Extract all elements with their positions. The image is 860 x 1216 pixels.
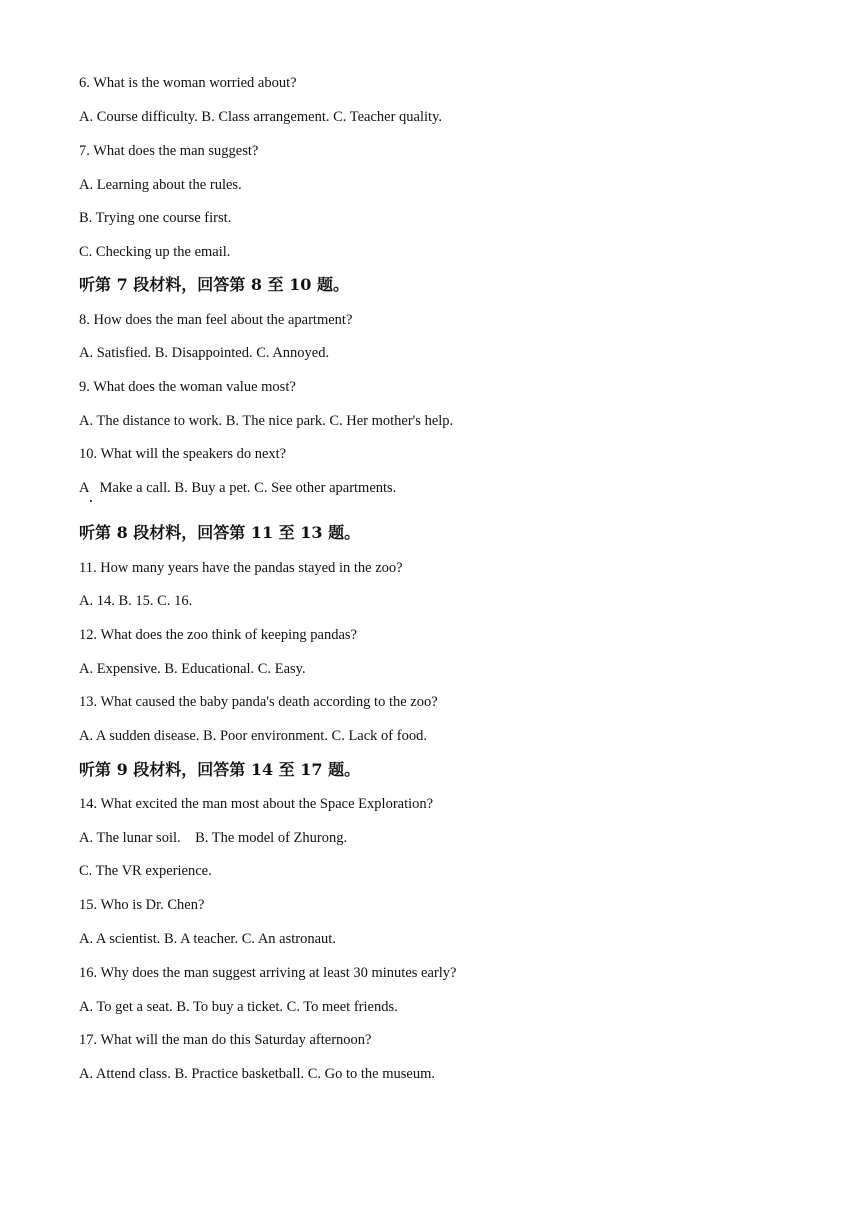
question-12: 12. What does the zoo think of keeping pandas? [79,627,357,643]
question-7-option-a: A. Learning about the rules. [79,177,242,193]
question-9-options: A. The distance to work. B. The nice park. C. Her mother's help. [79,413,454,429]
question-10-options: A Make a call. B. Buy a pet. C. See other apartments. [79,480,397,496]
question-10: 10. What will the speakers do next? [79,446,287,462]
question-12-options: A. Expensive. B. Educational. C. Easy. [79,661,306,677]
question-9: 9. What does the woman value most? [79,379,296,395]
stray-dot-mark [90,500,92,502]
question-17: 17. What will the man do this Saturday afternoon? [79,1032,372,1048]
question-13: 13. What caused the baby panda's death according to the zoo? [79,694,438,710]
question-6-options: A. Course difficulty. B. Class arrangement. C. Teacher quality. [79,109,443,125]
question-7-option-c: C. Checking up the email. [79,244,231,260]
question-15-options: A. A scientist. B. A teacher. C. An astronaut. [79,931,336,947]
question-7: 7. What does the man suggest? [79,143,259,159]
question-14-options-ab: A. The lunar soil. B. The model of Zhurong. [79,830,348,846]
question-8: 8. How does the man feel about the apartment? [79,312,353,328]
question-15: 15. Who is Dr. Chen? [79,897,205,913]
question-7-option-b: B. Trying one course first. [79,210,232,226]
section-heading-9: 听第 9 段材料，回答第 14 至 17 题。 [79,760,361,779]
section-heading-7: 听第 7 段材料，回答第 8 至 10 题。 [79,275,349,294]
section-heading-8: 听第 8 段材料，回答第 11 至 13 题。 [79,523,361,542]
question-16: 16. Why does the man suggest arriving at least 30 minutes early? [79,965,457,981]
question-11-options: A. 14. B. 15. C. 16. [79,593,193,609]
question-6: 6. What is the woman worried about? [79,75,297,91]
question-11: 11. How many years have the pandas stayed in the zoo? [79,560,403,576]
question-8-options: A. Satisfied. B. Disappointed. C. Annoyed. [79,345,330,361]
question-14: 14. What excited the man most about the Space Exploration? [79,796,434,812]
question-14-option-c: C. The VR experience. [79,863,212,879]
question-16-options: A. To get a seat. B. To buy a ticket. C. To meet friends. [79,999,398,1015]
question-17-options: A. Attend class. B. Practice basketball. C. Go to the museum. [79,1066,435,1082]
question-13-options: A. A sudden disease. B. Poor environment. C. Lack of food. [79,728,427,744]
